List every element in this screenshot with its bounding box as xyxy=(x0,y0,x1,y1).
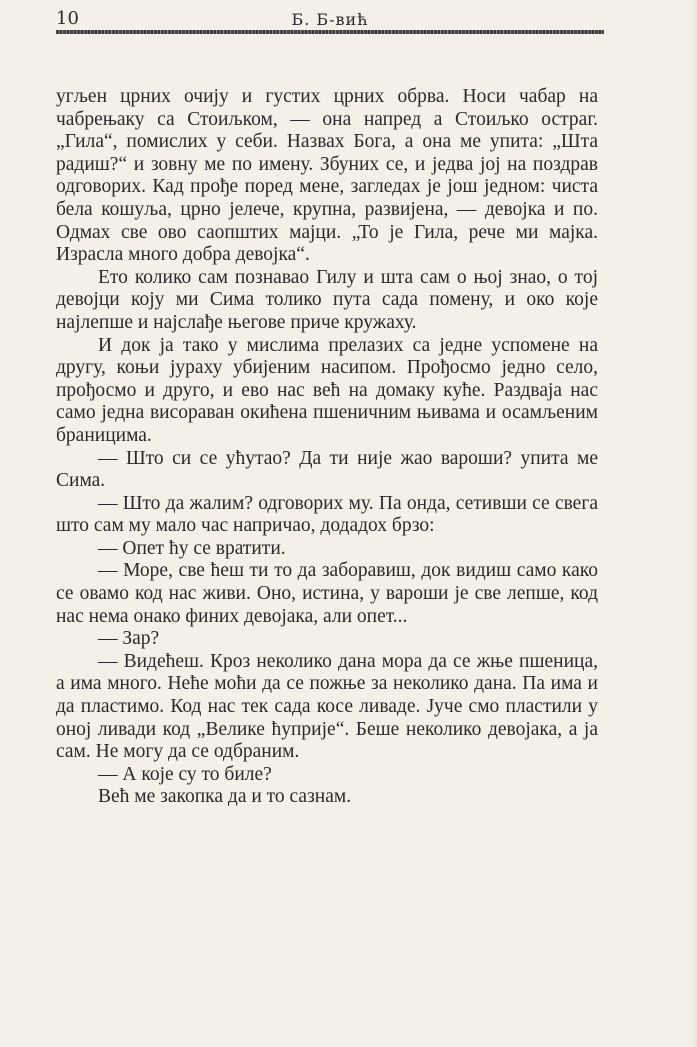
body-text xyxy=(56,86,598,809)
dialogue-line: — Што да жалим? одговорих му. Па онда, сетивши се свега што сам му мало час напричао, додадох брзо: xyxy=(56,492,598,537)
dialogue-line: — Море, све ћеш ти то да заборавиш, док видиш само како се овамо код нас живи. Оно, истина, у вароши је све лепше, код нас нема онако финих девојака, али опет... xyxy=(56,560,598,627)
dialogue-line: — Опет ћу се вратити. xyxy=(98,537,286,559)
dialogue-line: — А које су то биле? xyxy=(98,763,272,785)
header-rule xyxy=(56,30,604,34)
page-number: 10 xyxy=(56,8,79,29)
paragraph: И док ја тако у мислима прелазих са једне успомене на другу, коњи јураху убијеним насипом. Прођосмо једно село, прођосмо и друго, и ево нас већ на домаку куће. Раздваја нас само једна висораван окићена пшеничним њивама и осамљеним браницима. xyxy=(56,334,598,446)
paragraph: Већ ме закопка да и то сазнам. xyxy=(98,786,352,808)
dialogue-line: — Зар? xyxy=(98,628,160,650)
paragraph: Ето колико сам познавао Гилу и шта сам о њој знао, о тој девојци коју ми Сима толико пута сада помену, и око које најлепше и најслађе његове приче кружаху. xyxy=(56,266,598,333)
running-head: Б. Б-вић xyxy=(291,10,369,29)
scan-edge-shadow xyxy=(691,0,697,1047)
paragraph: угљен црних очију и густих црних обрва. Носи чабар на чабрењаку са Стоиљком, — она напред а Стоиљко остраг. „Гила“, помислих у себи. Назвах Бога, а она ме упита: „Шта радиш?“ и зовну ме по имену. Збуних се, и једва јој на поздрав одговорих. Кад прође поред мене, загледах је још једном: чиста бела кошуља, црно јелече, крупна, развијена, — девојка и по. Одмах све ово саопштих мајци. „То је Гила, рече ми мајка. Израсла много добра девојка“. xyxy=(56,86,598,266)
dialogue-line: — Што си се ућутао? Да ти није жао вароши? упита ме Сима. xyxy=(56,447,598,492)
dialogue-line: — Видећеш. Кроз неколико дана мора да се жње пшеница, а има много. Неће моћи да се пожње за неколико дана. Па има и да пластимо. Код нас тек сада косе ливаде. Јуче смо пластили у оној ливади код „Велике ћуприје“. Беше неколико девојака, а ја сам. Не могу да се одбраним. xyxy=(56,650,598,763)
